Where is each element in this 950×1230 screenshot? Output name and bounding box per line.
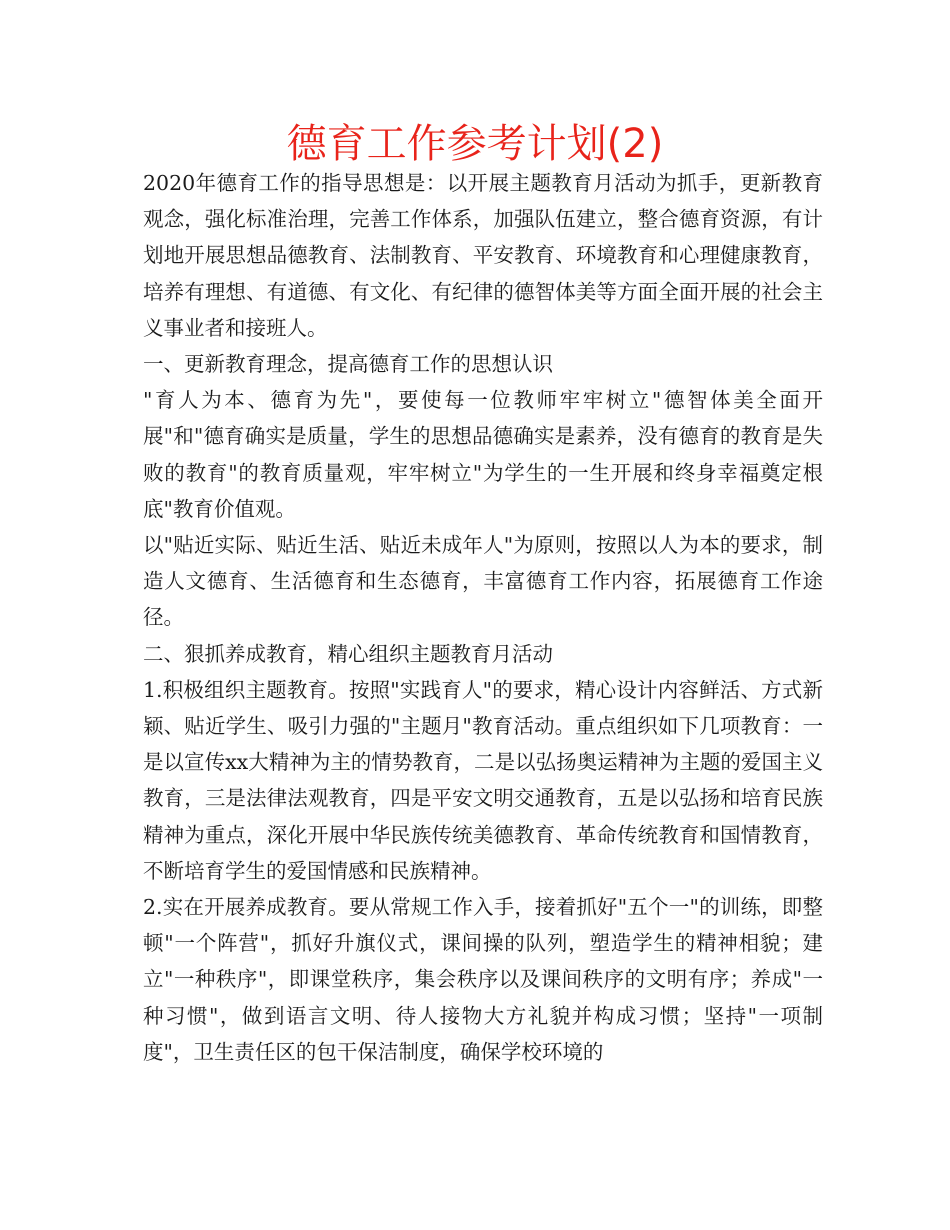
document-title: 德育工作参考计划(2): [286, 121, 664, 167]
paragraph-theme-education: 1.积极组织主题教育。按照"实践育人"的要求，精心设计内容鲜活、方式新颖、贴近学生、吸引力强的"主题月"教育活动。重点组织如下几项教育：一是以宣传xx大精神为主的情势教育，二是以弘扬奥运精神为主题的爱国主义教育，三是法律法观教育，四是平安文明交通教育，五是以弘扬和培育民族精神为重点，深化开展中华民族传统美德教育、革命传统教育和国情教育，不断培育学生的爱国情感和民族精神。: [143, 677, 823, 883]
section-heading-2: 二、狠抓养成教育，精心组织主题教育月活动: [143, 641, 553, 666]
document-body: [143, 165, 823, 1070]
paragraph-education-quality: "育人为本、德育为先"，要使每一位教师牢牢树立"德智体美全面开展"和"德育确实是质量，学生的思想品德确实是素养，没有德育的教育是失败的教育"的教育质量观，牢牢树立"为学生的一生开展和终身幸福奠定根底"教育价值观。: [143, 388, 823, 521]
paragraph-habit-education: 2.实在开展养成教育。要从常规工作入手，接着抓好"五个一"的训练，即整顿"一个阵营"，抓好升旗仪式，课间操的队列，塑造学生的精神相貌；建立"一种秩序"，即课堂秩序，集会秩序以及课间秩序的文明有序；养成"一种习惯"，做到语言文明、待人接物大方礼貌并构成习惯；坚持"一项制度"，卫生责任区的包干保洁制度，确保学校环境的: [143, 895, 823, 1064]
section-heading-1: 一、更新教育理念，提高德育工作的思想认识: [143, 352, 553, 377]
paragraph-principles: 以"贴近实际、贴近生活、贴近未成年人"为原则，按照以人为本的要求，制造人文德育、生活德育和生态德育，丰富德育工作内容，拓展德育工作途径。: [143, 533, 823, 630]
paragraph-guiding-ideology: 2020年德育工作的指导思想是：以开展主题教育月活动为抓手，更新教育观念，强化标准治理，完善工作体系，加强队伍建立，整合德育资源，有计划地开展思想品德教育、法制教育、平安教育、环境教育和心理健康教育，培养有理想、有道德、有文化、有纪律的德智体美等方面全面开展的社会主义事业者和接班人。: [143, 171, 823, 340]
